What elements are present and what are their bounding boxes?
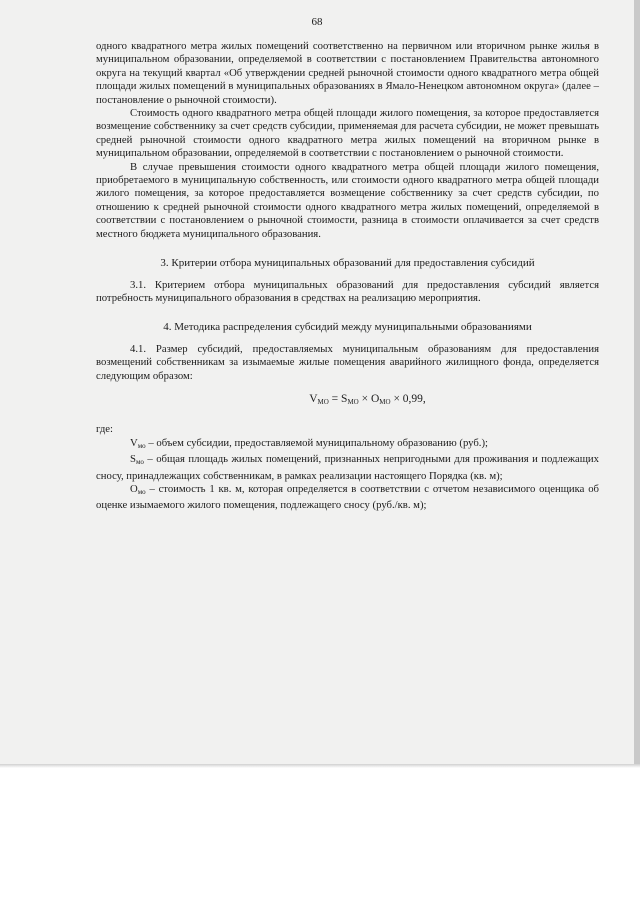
paragraph-4-1: 4.1. Размер субсидий, предоставляемых муниципальным образованиям для предоставления возмещений собственникам за изымаемые жилые помещения аварийного жилищного фонда, определяется следующим образом: xyxy=(96,342,599,382)
document-body xyxy=(96,40,599,513)
definition-s: $S_{мо}$ – общая площадь жилых помещений, признанных непригодными для проживания и подлежащих сносу, принадлежащих собственникам, в рамках реализации настоящего Порядка (кв. м); xyxy=(96,453,599,482)
definition-o: $O_{мо}$ – стоимость 1 кв. м, которая определяется в соответствии с отчетом независимого оценщика об оценке изымаемого жилого помещения, подлежащего сносу (руб./кв. м); xyxy=(96,482,599,512)
page-number: 68 xyxy=(311,16,323,28)
paragraph-continuation: одного квадратного метра жилых помещений соответственно на первичном или вторичном рынке жилья в муниципальном образовании, определяемой в соответствии с постановлением Правительства автономного округа на текущий квартал «Об утверждении средней рыночной стоимости одного квадратного метра общей площади жилых помещений в муниципальных образованиях в Ямало-Ненецком автономном округа» (далее – постановление о рыночной стоимости). xyxy=(96,40,599,106)
section-4-heading: 4. Методика распределения субсидий между муниципальными образованиями xyxy=(163,321,532,334)
where-label: где: xyxy=(96,423,114,436)
subsidy-formula: $V_{МО} = S_{МО} \times O_{МО} \times 0,99$, xyxy=(309,392,426,406)
formula-v-term: $V_{МО}$ xyxy=(309,392,329,406)
paragraph-price-excess: В случае превышения стоимости одного квадратного метра общей площади жилого помещения, приобретаемого в муниципальную собственность, или стоимости одного квадратного метра общей площади жилого помещения, за которое предоставляется возмещение собственнику за счет средств субсидии, по отношению к средней рыночной стоимости одного квадратного метра жилых помещений, определяемой в соответствии с постановлением о рыночной стоимости, разница в стоимости оплачивается за счет средств местного бюджета муниципального образования. xyxy=(96,160,599,240)
scan-bottom-edge xyxy=(0,764,640,768)
formula-s-term: $S_{МО}$ xyxy=(341,392,359,406)
formula-o-term: $O_{МО}$ xyxy=(370,392,391,406)
definition-v: $V_{мо}$ – объем субсидии, предоставляемой муниципальному образованию (руб.); xyxy=(130,436,488,450)
paragraph-price-limit: Стоимость одного квадратного метра общей площади жилого помещения, за которое предоставляется возмещение собственнику за счет средств субсидии, применяемая для расчета субсидии, не может превышать средней рыночной стоимости одного квадратного метра жилых помещений на вторичном рынке в муниципальном образовании, определяемой в соответствии с постановлением о рыночной стоимости. xyxy=(96,107,599,160)
section-3-heading: 3. Критерии отбора муниципальных образований для предоставления субсидий xyxy=(160,257,535,270)
paragraph-3-1: 3.1. Критерием отбора муниципальных образований для предоставления субсидий является потребность муниципального образования в средствах на реализацию мероприятия. xyxy=(96,278,599,304)
